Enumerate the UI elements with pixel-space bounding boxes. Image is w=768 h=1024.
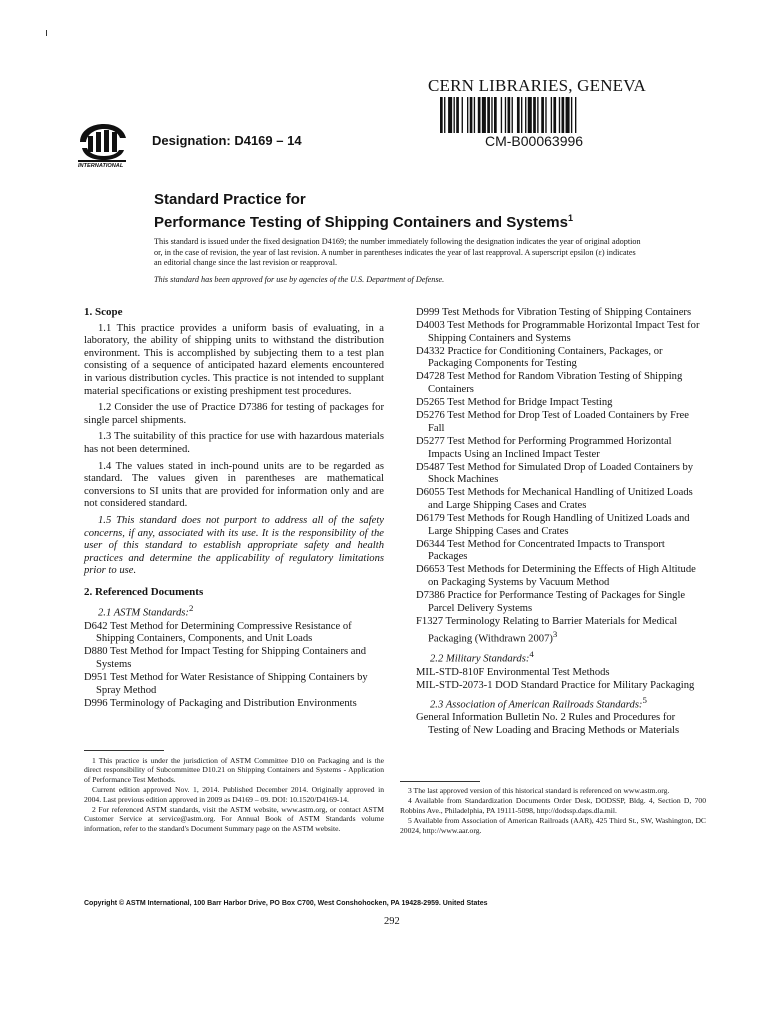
ref-item: D6179 Test Methods for Rough Handling of Unitized Loads and Large Shipping Cases and Crates bbox=[416, 513, 690, 537]
right-column bbox=[416, 307, 706, 738]
left-column bbox=[84, 306, 384, 711]
section-1-5: 1.5 This standard does not purport to address all of the safety concerns, if any, associated with its use. It is the responsibility of the user of this standard to establish appropriate safety and health practices and determine the applicability of regulatory limitations prior to use. bbox=[84, 514, 384, 577]
ref-item: D5265 Test Method for Bridge Impact Testing bbox=[416, 397, 613, 409]
astm-logo-icon bbox=[74, 120, 148, 168]
footnote: 2 For referenced ASTM standards, visit the ASTM website, www.astm.org, or contact ASTM Customer Service at service@astm.org. For Annual Book of ASTM Standards volume information, refer to the standard's Document Summary page on the ASTM website. bbox=[84, 805, 384, 833]
ref-item: D5487 Test Method for Simulated Drop of Loaded Containers by Shock Machines bbox=[416, 461, 694, 486]
designation: Designation: D4169 – 14 bbox=[152, 133, 302, 148]
footnote-rule bbox=[400, 781, 480, 782]
ref-item: MIL-STD-810F Environmental Test Methods bbox=[416, 666, 610, 678]
ref-item: MIL-STD-2073-1 DOD Standard Practice for Military Packaging bbox=[416, 679, 695, 691]
ref-item: D5276 Test Method for Drop Test of Loaded Containers by Free Fall bbox=[416, 410, 689, 434]
document-title bbox=[154, 190, 573, 232]
scope-heading: 1. Scope bbox=[84, 306, 123, 318]
ref-item: D642 Test Method for Determining Compressive Resistance of Shipping Containers, Components, and Unit Loads bbox=[84, 620, 352, 645]
ref-item: D5277 Test Method for Performing Programmed Horizontal Impacts Using an Inclined Impact Tester bbox=[416, 435, 672, 460]
ref-item: D996 Terminology of Packaging and Distribution Environments bbox=[84, 697, 357, 709]
ref-item: D999 Test Methods for Vibration Testing of Shipping Containers bbox=[416, 307, 692, 318]
ref-item: D880 Test Method for Impact Testing for Shipping Containers and Systems bbox=[84, 646, 367, 670]
barcode-icon bbox=[438, 97, 634, 133]
title-footnote-mark: 1 bbox=[567, 213, 573, 223]
ref-item: D6055 Test Methods for Mechanical Handling of Unitized Loads and Large Shipping Cases and Crates bbox=[416, 487, 693, 511]
ref-item: D6653 Test Methods for Determining the Effects of High Altitude on Packaging Systems by Vacuum Method bbox=[416, 564, 696, 588]
military-standards-label: 2.2 Military Standards:$^4$ bbox=[430, 649, 534, 665]
footnote: 1 This practice is under the jurisdiction of ASTM Committee D10 on Packaging and is the direct responsibility of Subcommittee D10.21 on Shipping Containers and Systems - Application of Performance Test Methods. bbox=[84, 756, 384, 784]
footnote: 5 Available from Association of American Railroads (AAR), 425 Third St., SW, Washington, DC 20024, http://www.aar.org. bbox=[400, 816, 706, 835]
footnote: Current edition approved Nov. 1, 2014. Published December 2014. Originally approved in 2004. Last previous edition approved in 2009 as D4169 – 09. DOI: 10.1520/D4169-14. bbox=[84, 785, 384, 804]
ref-item: D4728 Test Method for Random Vibration Testing of Shipping Containers bbox=[416, 371, 683, 396]
ref-item: General Information Bulletin No. 2 Rules and Procedures for Testing of New Loading and Bracing Methods or Materials bbox=[416, 712, 680, 736]
dod-approval-note: This standard has been approved for use by agencies of the U.S. Department of Defense. bbox=[154, 274, 445, 284]
copyright-line: Copyright © ASTM International, 100 Barr Harbor Drive, PO Box C700, West Conshohocken, PA 19428-2959. United States bbox=[84, 900, 488, 907]
title-line-1: Standard Practice for bbox=[154, 191, 306, 208]
catalog-code: CM-B00063996 bbox=[485, 133, 584, 149]
ref-item: D7386 Practice for Performance Testing of Packages for Single Parcel Delivery Systems bbox=[416, 590, 686, 614]
ref-item: F1327 Terminology Relating to Barrier Materials for Medical Packaging (Withdrawn 2007)$^3$ bbox=[416, 615, 678, 645]
section-1-3: 1.3 The suitability of this practice for use with hazardous materials has not been determined. bbox=[84, 431, 384, 455]
intro-notice bbox=[154, 237, 644, 285]
library-stamp: CERN LIBRARIES, GENEVA bbox=[428, 76, 647, 95]
ref-item: D4332 Practice for Conditioning Containers, Packages, or Packaging Components for Testing bbox=[416, 345, 663, 370]
footnotes-right bbox=[400, 786, 706, 836]
ref-item: D6344 Test Method for Concentrated Impacts to Transport Packages bbox=[416, 538, 665, 563]
title-line-2: Performance Testing of Shipping Containers and Systems$^1$ bbox=[154, 213, 573, 231]
footnote: 3 The last approved version of this historical standard is referenced on www.astm.org. bbox=[408, 786, 670, 795]
ref-item: D951 Test Method for Water Resistance of Shipping Containers by Spray Method bbox=[84, 671, 368, 696]
section-1-4: 1.4 The values stated in inch-pound units are to be regarded as standard. The values given in parentheses are mathematical conversions to SI units that are provided for information only and are not considered standard. bbox=[84, 460, 384, 510]
astm-standards-label: 2.1 ASTM Standards:$^2$ bbox=[98, 603, 194, 619]
footnote-rule bbox=[84, 750, 164, 751]
designation-notice: This standard is issued under the fixed designation D4169; the number immediately following the designation indicates the year of original adoption or, in the case of revision, the year of last revision. A number in parentheses indicates the year of last reapproval. A superscript epsilon (ε) indicates an editorial change since the last revision or reapproval. bbox=[154, 237, 641, 267]
scan-mark bbox=[46, 30, 47, 36]
footnotes-left bbox=[84, 756, 384, 834]
referenced-documents-heading: 2. Referenced Documents bbox=[84, 585, 204, 598]
section-1-2: 1.2 Consider the use of Practice D7386 for testing of packages for single parcel shipments. bbox=[84, 402, 384, 426]
section-1-1: 1.1 This practice provides a uniform basis of evaluating, in a laboratory, the ability of shipping units to withstand the distribution environment. This is accomplished by subjecting them to a test plan consisting of a sequence of anticipated hazard elements encountered in various distribution cycles. This practice is not intended to supplant material specifications or existing preshipment test procedures. bbox=[84, 322, 384, 397]
ref-item: D4003 Test Methods for Programmable Horizontal Impact Test for Shipping Containers and Systems bbox=[416, 320, 700, 344]
page-number: 292 bbox=[384, 916, 400, 927]
logo-text: INTERNATIONAL bbox=[78, 163, 124, 168]
aar-standards-label: 2.3 Association of American Railroads Standards:$^5$ bbox=[430, 695, 647, 711]
footnote: 4 Available from Standardization Documents Order Desk, DODSSP, Bldg. 4, Section D, 700 Robbins Ave., Philadelphia, PA 19111-5098, http://dodssp.daps.dla.mil. bbox=[400, 796, 706, 815]
